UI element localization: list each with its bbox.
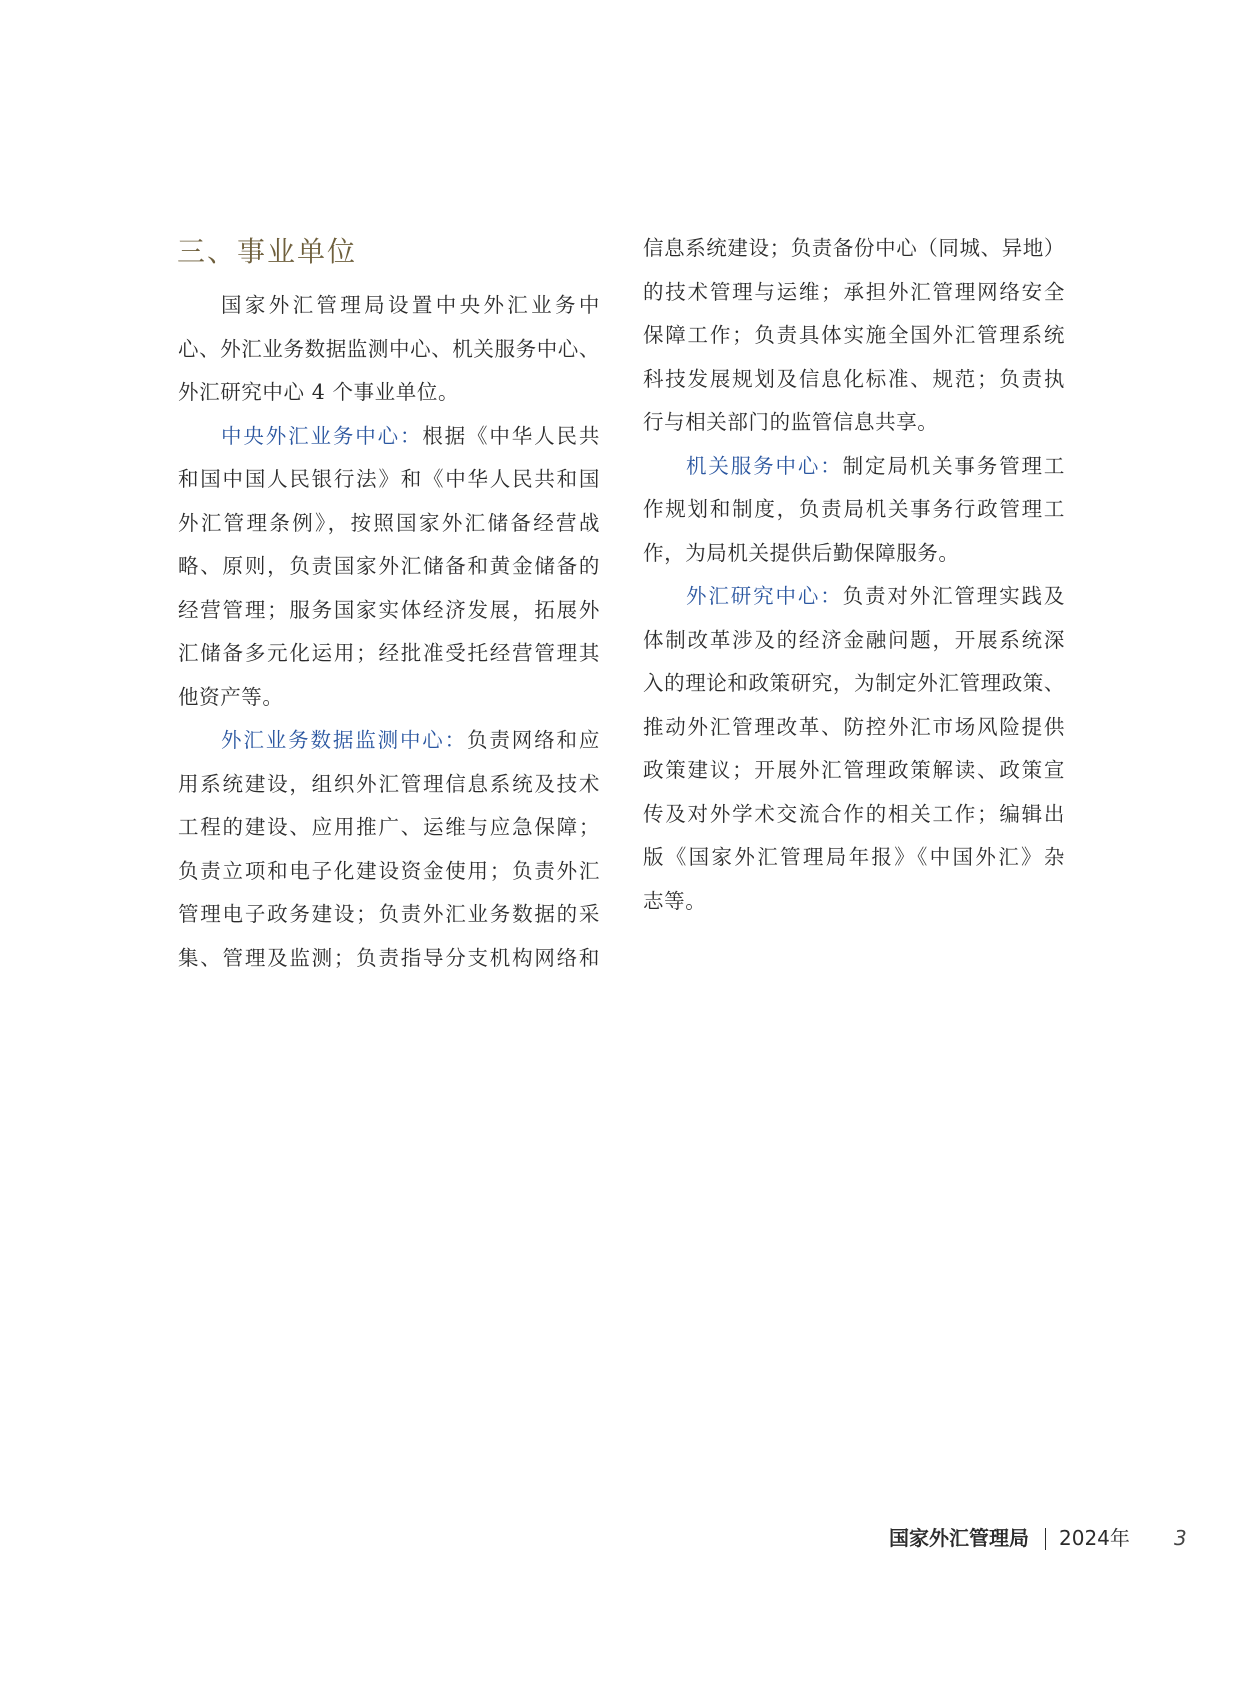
- line-text: 版《国家外汇管理局年报》《中国外汇》杂: [643, 845, 1065, 869]
- text-line: [643, 358, 1065, 402]
- footer-organization: 国家外汇管理局: [889, 1526, 1029, 1550]
- left-column: [178, 284, 600, 980]
- text-line: [643, 575, 1065, 619]
- line-text: 负责网络和应: [467, 728, 600, 752]
- text-line: [643, 706, 1065, 750]
- text-line: [178, 676, 600, 720]
- line-text: 制定局机关事务管理工: [842, 453, 1066, 478]
- footer-divider: [1045, 1528, 1046, 1550]
- text-line: [178, 937, 600, 981]
- line-text: 体制改革涉及的经济金融问题，开展系统深: [643, 627, 1065, 652]
- text-line: [178, 502, 600, 546]
- line-text: 心、外汇业务数据监测中心、机关服务中心、: [178, 336, 600, 361]
- text-line: [643, 532, 1065, 576]
- right-column: [643, 227, 1065, 923]
- text-line: [178, 284, 600, 328]
- line-text: 推动外汇管理改革、防控外汇市场风险提供: [643, 714, 1065, 739]
- text-line: [178, 371, 600, 415]
- line-text: 用系统建设，组织外汇管理信息系统及技术: [178, 771, 600, 796]
- line-text: 略、原则，负责国家外汇储备和黄金储备的: [178, 554, 600, 578]
- line-text: 管理电子政务建设；负责外汇业务数据的采: [178, 902, 600, 926]
- text-line: [643, 445, 1065, 489]
- text-line: [643, 662, 1065, 706]
- line-text: 保障工作；负责具体实施全国外汇管理系统: [643, 323, 1065, 347]
- line-text: 作，为局机关提供后勤保障服务。: [643, 540, 960, 565]
- unit-name-label: 外汇研究中心：: [686, 584, 843, 608]
- text-line: [178, 850, 600, 894]
- footer-year: 2024年: [1059, 1526, 1130, 1550]
- unit-name-label: 机关服务中心：: [686, 453, 843, 478]
- line-text: 的技术管理与运维；承担外汇管理网络安全: [643, 279, 1065, 304]
- line-text: 和国中国人民银行法》和《中华人民共和国: [178, 467, 600, 491]
- line-text: 信息系统建设；负责备份中心（同城、异地）: [643, 236, 1065, 260]
- text-line: [643, 401, 1065, 445]
- line-text: 经营管理；服务国家实体经济发展，拓展外: [178, 597, 600, 622]
- text-line: [178, 806, 600, 850]
- line-text: 国家外汇管理局设置中央外汇业务中: [221, 293, 600, 317]
- text-line: [643, 619, 1065, 663]
- line-text: 汇储备多元化运用；经批准受托经营管理其: [178, 641, 600, 665]
- text-line: [643, 314, 1065, 358]
- line-text: 志等。: [643, 888, 707, 913]
- text-line: [178, 545, 600, 589]
- line-text: 作规划和制度，负责局机关事务行政管理工: [643, 497, 1065, 521]
- text-line: [178, 328, 600, 372]
- page-number: 3: [1174, 1526, 1187, 1550]
- line-text: 工程的建设、应用推广、运维与应急保障；: [178, 815, 600, 839]
- text-line: [643, 836, 1065, 880]
- line-text: 负责对外汇管理实践及: [842, 584, 1066, 608]
- text-line: [643, 488, 1065, 532]
- line-text: 科技发展规划及信息化标准、规范；负责执: [643, 366, 1065, 391]
- section-title: 三、事业单位: [177, 235, 358, 268]
- line-text: 他资产等。: [178, 684, 284, 709]
- unit-name-label: 外汇业务数据监测中心：: [221, 728, 468, 752]
- text-line: [643, 271, 1065, 315]
- line-text: 根据《中华人民共: [422, 423, 600, 448]
- text-line: [178, 589, 600, 633]
- line-text: 行与相关部门的监管信息共享。: [643, 410, 939, 434]
- text-line: [178, 415, 600, 459]
- line-text: 集、管理及监测；负责指导分支机构网络和: [178, 945, 600, 970]
- line-text: 负责立项和电子化建设资金使用；负责外汇: [178, 858, 600, 883]
- text-line: [643, 793, 1065, 837]
- text-line: [178, 893, 600, 937]
- line-text: 政策建议；开展外汇管理政策解读、政策宣: [643, 758, 1065, 782]
- line-text: 入的理论和政策研究，为制定外汇管理政策、: [643, 671, 1065, 695]
- text-line: [643, 749, 1065, 793]
- text-line: [178, 719, 600, 763]
- text-line: [178, 632, 600, 676]
- line-text: 传及对外学术交流合作的相关工作；编辑出: [643, 801, 1065, 826]
- text-line: [178, 458, 600, 502]
- line-text: 外汇管理条例》，按照国家外汇储备经营战: [178, 510, 600, 535]
- text-line: [178, 763, 600, 807]
- unit-name-label: 中央外汇业务中心：: [221, 423, 423, 448]
- text-line: [643, 227, 1065, 271]
- page-footer: [0, 1520, 1240, 1556]
- text-line: [643, 880, 1065, 924]
- line-text: 外汇研究中心 4 个事业单位。: [178, 380, 460, 404]
